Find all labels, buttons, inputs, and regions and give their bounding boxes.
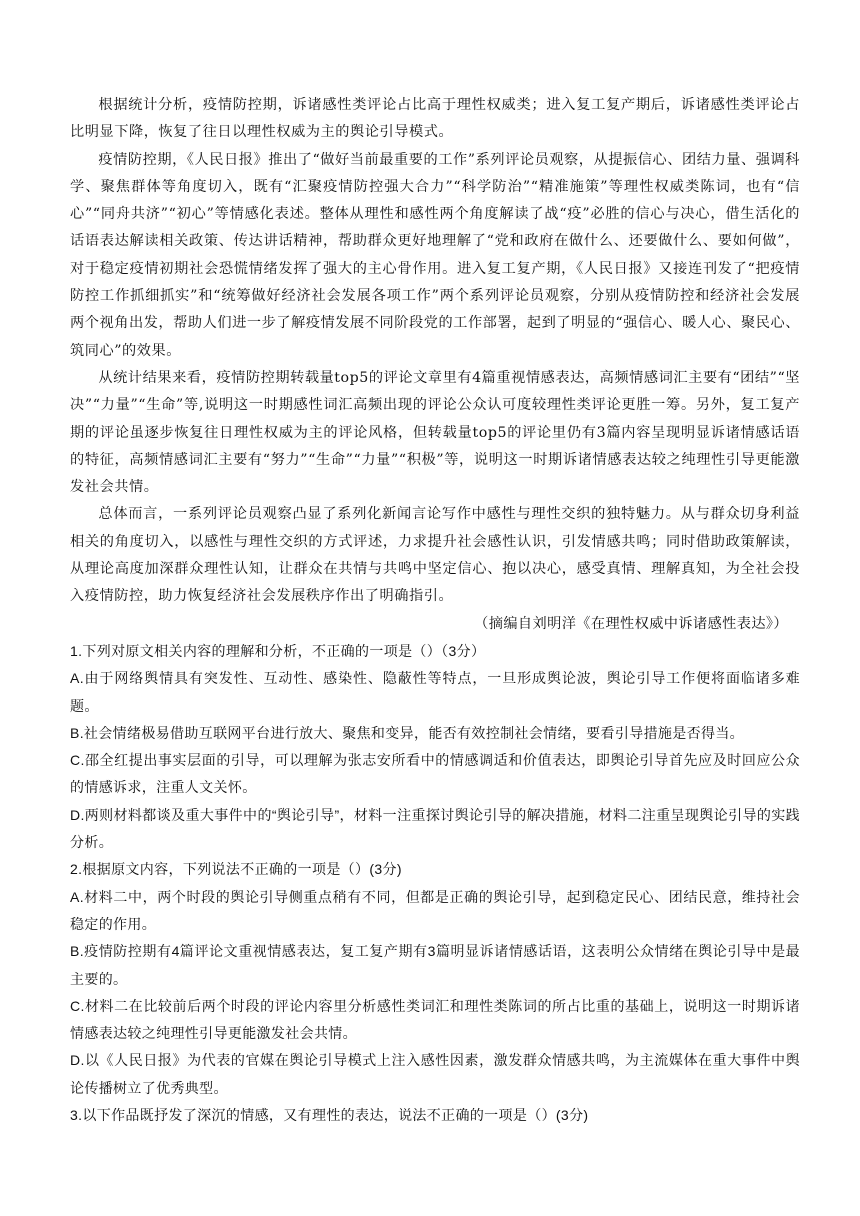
option-a: A.由于网络舆情具有突发性、互动性、感染性、隐蔽性等特点，一旦形成舆论波，舆论引导工作便将面临诸多难题。 [70,670,800,714]
source-citation: （摘编自刘明洋《在理性权威中诉诸感性表达》） [474,615,788,632]
option-c: C.邵全红提出事实层面的引导，可以理解为张志安所看中的情感调适和价值表达，即舆论引导首先应及时回应公众的情感诉求，注重人文关怀。 [70,752,800,796]
option-d: D.两则材料都谈及重大事件中的“舆论引导”，材料一注重探讨舆论引导的解决措施，材料二注重呈现舆论引导的实践分析。 [70,806,800,851]
option-a: A.材料二中，两个时段的舆论引导侧重点稍有不同，但都是正确的舆论引导，起到稳定民心、团结民意，维持社会稳定的作用。 [70,888,800,932]
option-c: C.材料二在比较前后两个时段的评论内容里分析感性类词汇和理性类陈词的所占比重的基础上，说明这一时期诉诸情感表达较之纯理性引导更能激发社会共情。 [70,997,800,1042]
option-b: B.疫情防控期有4篇评论文重视情感表达，复工复产期有3篇明显诉诸情感话语，这表明公众情绪在舆论引导中是最主要的。 [70,943,800,987]
question-stem: 2.根据原文内容，下列说法不正确的一项是（）(3分) [70,861,402,878]
question-1 [70,638,800,856]
paragraph-4: 总体而言，一系列评论员观察凸显了系列化新闻言论写作中感性与理性交织的独特魅力。从与群众切身利益相关的角度切入，以感性与理性交织的方式评述，力求提升社会感性认识，引发情感共鸣；同时借助政策解读，从理论高度加深群众理性认知，让群众在共情与共鸣中坚定信心、抱以决心，感受真情、理解真知，为全社会投入疫情防控，助力恢复经济社会发展秩序作出了明确指引。 [70,506,800,605]
document-page [70,92,800,1129]
paragraph-2: 疫情防控期，《人民日报》推出了“做好当前最重要的工作”系列评论员观察，从提振信心、团结力量、强调科学、聚焦群体等角度切入，既有“汇聚疫情防控强大合力”“科学防治”“精准施策”等理性权威类陈词，也有“信心”“同舟共济”“初心”等情感化表述。整体从理性和感性两个角度解读了战“疫”必胜的信心与决心，借生活化的话语表达解读相关政策、传达讲话精神，帮助群众更好地理解了“党和政府在做什么、还要做什么、要如何做”，对于稳定疫情初期社会恐慌情绪发挥了强大的主心骨作用。进入复工复产期，《人民日报》又接连刊发了“把疫情防控工作抓细抓实”和“统筹做好经济社会发展各项工作”两个系列评论员观察，分别从疫情防控和经济社会发展两个视角出发，帮助人们进一步了解疫情发展不同阶段党的工作部署，起到了明显的“强信心、暖人心、聚民心、筑同心”的效果。 [70,151,800,359]
question-2 [70,856,800,1102]
option-b: B.社会情绪极易借助互联网平台进行放大、聚焦和变异，能否有效控制社会情绪，要看引导措施是否得当。 [70,724,745,741]
paragraph-1: 根据统计分析，疫情防控期，诉诸感性类评论占比高于理性权威类；进入复工复产期后，诉诸感性类评论占比明显下降，恢复了往日以理性权威为主的舆论引导模式。 [70,97,800,141]
option-d: D.以《人民日报》为代表的官媒在舆论引导模式上注入感性因素，激发群众情感共鸣，为主流媒体在重大事件中舆论传播树立了优秀典型。 [70,1052,800,1096]
question-stem: 1.下列对原文相关内容的理解和分析，不正确的一项是（）（3分） [70,642,486,659]
paragraph-3: 从统计结果来看，疫情防控期转载量top5的评论文章里有4篇重视情感表达，高频情感词汇主要有“团结”“坚决”“力量”“生命”等,说明这一时期感性词汇高频出现的评论公众认可度较理性类评论更胜一筹。另外，复工复产期的评论虽逐步恢复往日理性权威为主的评论风格，但转载量top5的评论里仍有3篇内容呈现明显诉诸情感话语的特征，高频情感词汇主要有“努力”“生命”“力量”“积极”等，说明这一时期诉诸情感表达较之纯理性引导更能激发社会共情。 [70,369,800,496]
question-stem: 3.以下作品既抒发了深沉的情感，又有理性的表达，说法不正确的一项是（）(3分) [70,1106,589,1123]
question-3 [70,1102,800,1129]
